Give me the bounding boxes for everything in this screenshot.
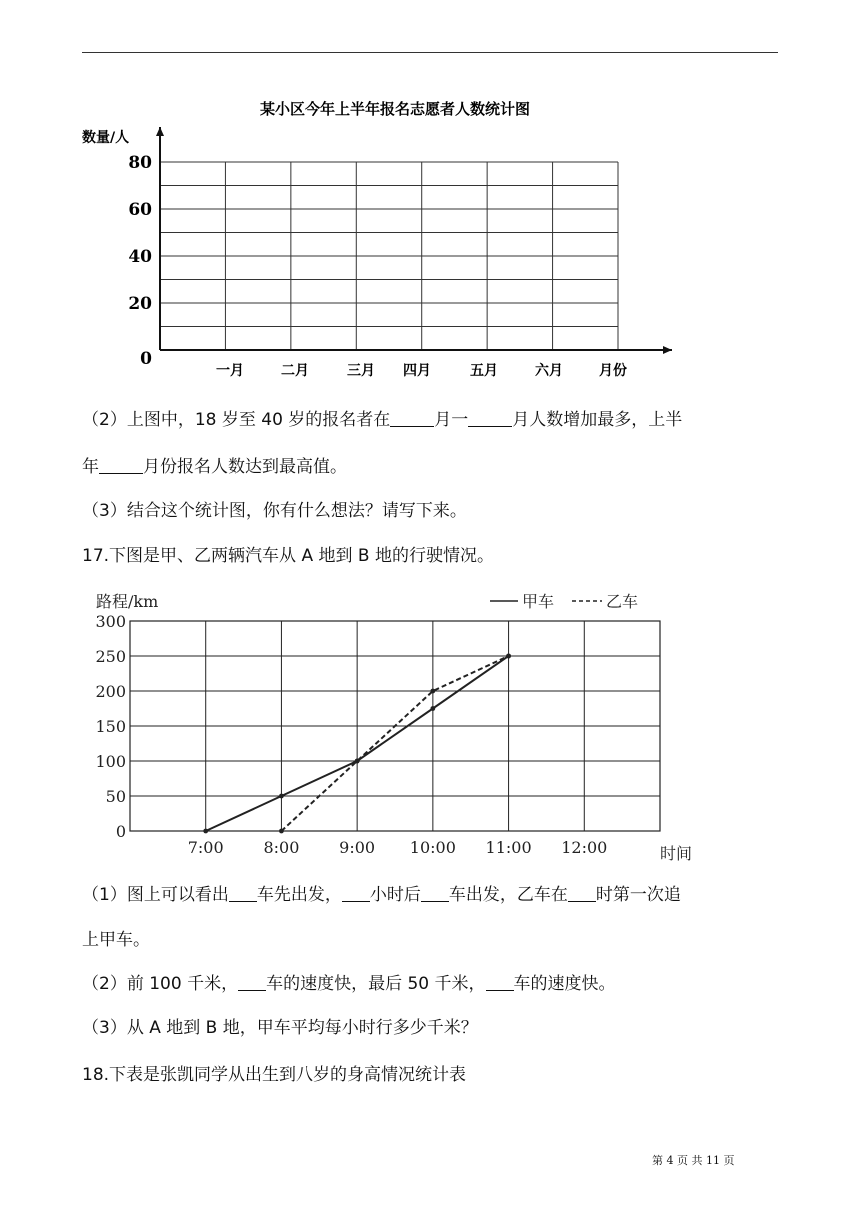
y-tick-label: 0 (115, 822, 126, 841)
x-axis-label: 时间 (660, 844, 692, 863)
legend (490, 592, 638, 611)
series-line-yi (281, 656, 508, 831)
y-axis-arrow (156, 127, 164, 136)
page-footer: 第 4 页 共 11 页 (652, 1154, 735, 1167)
category-label: 一月 (216, 363, 244, 379)
x-tick-label: 9:00 (339, 838, 376, 857)
data-point (506, 654, 511, 659)
category-label: 二月 (281, 363, 309, 379)
volunteer-chart (80, 92, 690, 387)
y-tick-label: 0 (140, 349, 152, 369)
answer-blank[interactable] (468, 408, 512, 427)
data-point (279, 794, 284, 799)
y-tick-label: 300 (95, 612, 126, 631)
q17-heading: 17.下图是甲、乙两辆汽车从 A 地到 B 地的行驶情况。 (82, 546, 494, 566)
data-point (430, 689, 435, 694)
y-tick-label: 200 (95, 682, 126, 701)
answer-blank[interactable] (342, 883, 370, 902)
y-tick-label: 50 (105, 787, 126, 806)
chart1-title: 某小区今年上半年报名志愿者人数统计图 (259, 100, 531, 118)
y-tick-label: 20 (128, 294, 152, 314)
answer-blank[interactable] (486, 972, 514, 991)
car-distance-chart (82, 585, 692, 867)
data-point (279, 829, 284, 834)
header-rule (82, 52, 778, 53)
x-tick-label: 8:00 (263, 838, 300, 857)
x-axis-arrow (663, 346, 672, 354)
x-tick-label: 12:00 (561, 838, 608, 857)
q16-part2-line2: 年 月份报名人数达到最高值。 (82, 457, 347, 477)
chart1-xlabel: 月份 (599, 363, 627, 379)
q17-part1-line2: 上甲车。 (82, 930, 150, 950)
y-tick-label: 100 (95, 752, 126, 771)
y-tick-label: 60 (128, 200, 152, 220)
category-label: 三月 (347, 363, 375, 379)
category-label: 四月 (403, 363, 431, 379)
answer-blank[interactable] (390, 408, 434, 427)
x-tick-label: 11:00 (485, 838, 532, 857)
chart1-ylabel: 数量/人 (82, 130, 130, 146)
y-tick-label: 250 (95, 647, 126, 666)
y-tick-label: 40 (128, 247, 152, 267)
answer-blank[interactable] (229, 883, 257, 902)
legend-label: 甲车 (522, 592, 555, 611)
legend-label: 乙车 (606, 592, 639, 611)
y-tick-label: 80 (128, 153, 152, 173)
x-tick-label: 10:00 (409, 838, 456, 857)
x-tick-label: 7:00 (187, 838, 224, 857)
y-axis-label: 路程/km (96, 592, 159, 611)
data-point (203, 829, 208, 834)
y-tick-label: 150 (95, 717, 126, 736)
q17-part1-line1: （1）图上可以看出 车先出发， 小时后 车出发，乙车在 时第一次追 (82, 885, 681, 905)
answer-blank[interactable] (568, 883, 596, 902)
q17-part3: （3）从 A 地到 B 地，甲车平均每小时行多少千米？ (82, 1018, 478, 1038)
answer-blank[interactable] (421, 883, 449, 902)
q16-part3: （3）结合这个统计图，你有什么想法？请写下来。 (82, 501, 467, 521)
answer-blank[interactable] (238, 972, 266, 991)
q18-heading: 18.下表是张凯同学从出生到八岁的身高情况统计表 (82, 1065, 467, 1085)
data-point (355, 759, 360, 764)
category-label: 五月 (470, 363, 498, 379)
answer-blank[interactable] (99, 455, 143, 474)
q17-part2: （2）前 100 千米， 车的速度快，最后 50 千米， 车的速度快。 (82, 974, 616, 994)
data-point (430, 706, 435, 711)
category-label: 六月 (535, 363, 563, 379)
q16-part2-line1: （2）上图中，18 岁至 40 岁的报名者在 月一 月人数增加最多，上半 (82, 410, 683, 430)
